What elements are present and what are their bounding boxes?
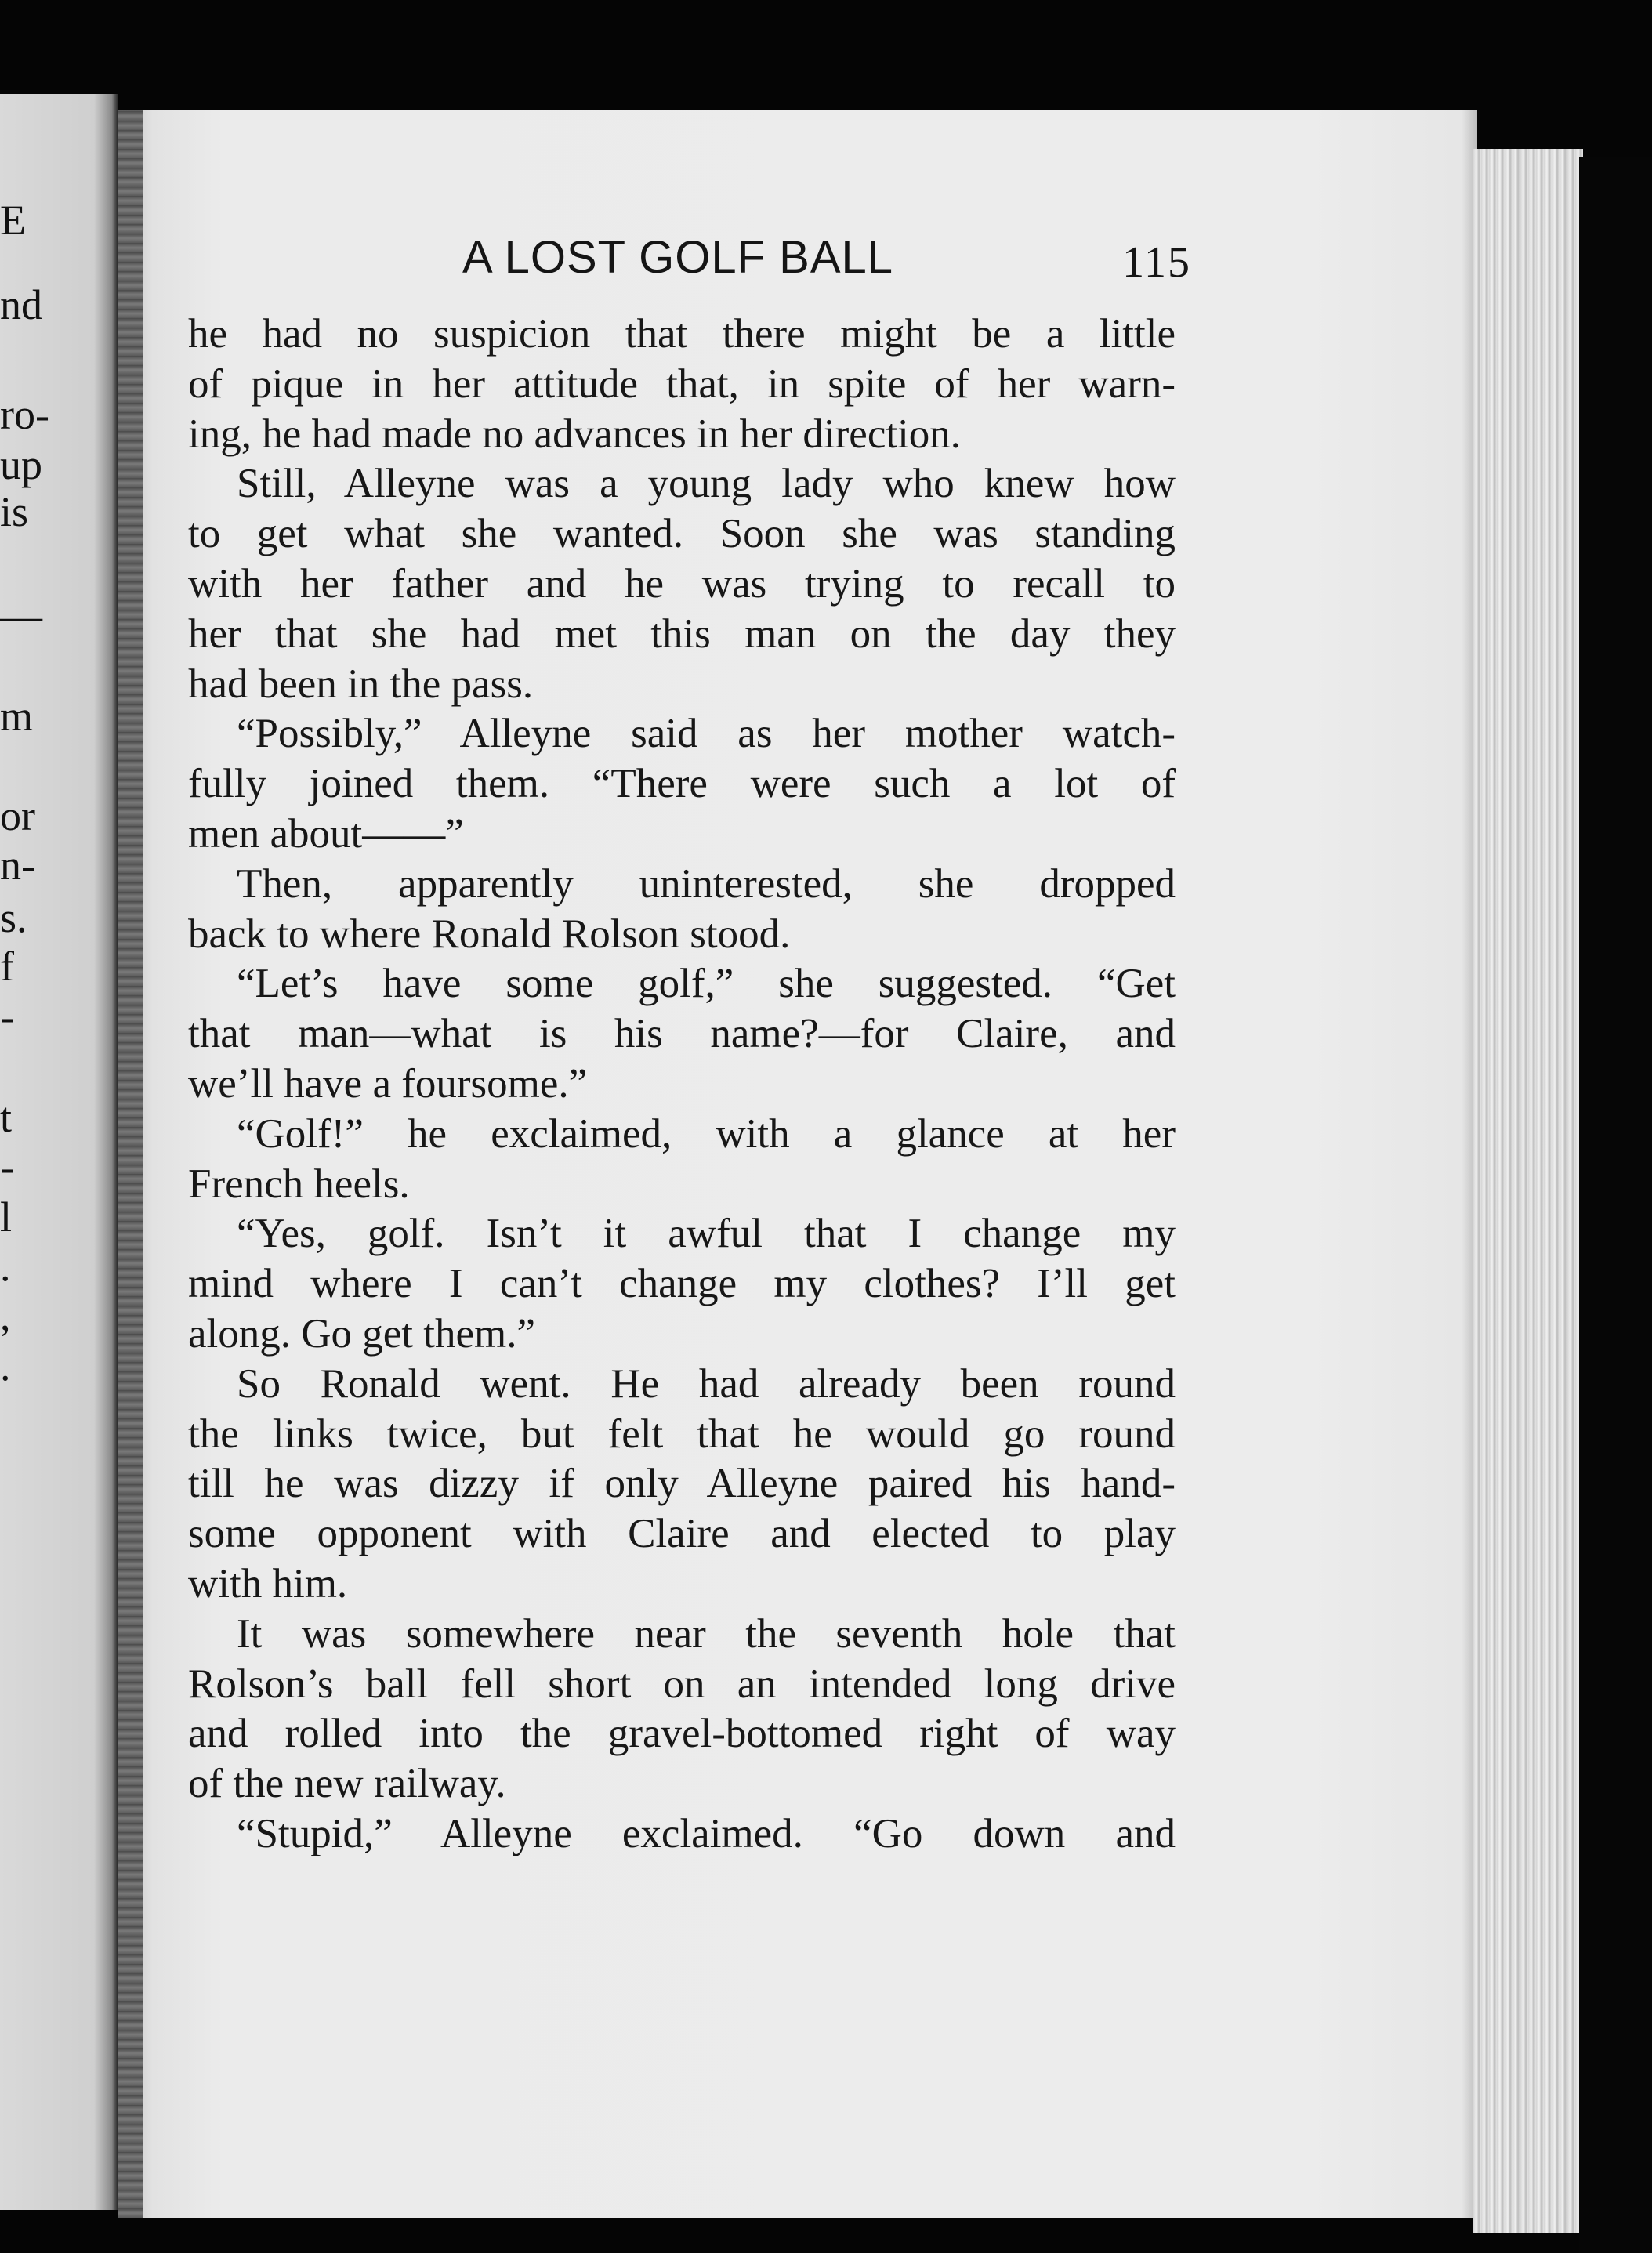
text-line: we’ll have a foursome.” [188, 1060, 588, 1107]
text-line: the links twice, but felt that he would go round [188, 1411, 1176, 1457]
text-line: with him. [188, 1560, 348, 1606]
left-fragment: — [0, 592, 42, 639]
text-line: mind where I can’t change my clothes? I’ll get [188, 1261, 1176, 1307]
text-line: “Let’s have some golf,” she suggested. “Get [237, 961, 1176, 1007]
text-line: Then, apparently uninterested, she dropped [237, 860, 1176, 907]
text-line: and rolled into the gravel-bottomed right of way [188, 1711, 1176, 1757]
left-fragment: l [0, 1194, 13, 1241]
scan-border [1579, 157, 1652, 2253]
left-fragment: f [0, 943, 14, 990]
left-fragment: up [0, 441, 42, 488]
text-line: “Golf!” he exclaimed, with a glance at her [237, 1110, 1176, 1157]
text-line: It was somewhere near the seventh hole that [237, 1610, 1176, 1657]
text-line: fully joined them. “There were such a lot of [188, 761, 1176, 807]
text-line: Rolson’s ball fell short on an intended long drive [188, 1661, 1176, 1707]
left-fragment: is [0, 488, 29, 535]
text-line: till he was dizzy if only Alleyne paired his hand- [188, 1461, 1176, 1507]
left-fragment: s. [0, 894, 27, 941]
left-fragment: E [0, 197, 26, 244]
left-fragment: t [0, 1094, 13, 1141]
left-fragment: n- [0, 842, 35, 889]
left-fragment: - [0, 1143, 14, 1190]
left-fragment: . [0, 1342, 11, 1389]
page-gutter [118, 110, 143, 2218]
text-line: “Stupid,” Alleyne exclaimed. “Go down and [237, 1810, 1176, 1856]
text-line: of pique in her attitude that, in spite of her warn- [188, 360, 1176, 407]
text-line: some opponent with Claire and elected to play [188, 1511, 1176, 1557]
left-fragment: , [0, 1292, 11, 1339]
text-line: French heels. [188, 1161, 410, 1207]
text-line: along. Go get them.” [188, 1310, 536, 1357]
text-line: Still, Alleyne was a young lady who knew how [237, 461, 1176, 507]
text-line: men about——” [188, 810, 464, 857]
text-line: ing, he had made no advances in her direction. [188, 411, 962, 457]
page-number: 115 [1122, 238, 1191, 287]
running-head: A LOST GOLF BALL [462, 232, 894, 283]
left-fragment: or [0, 792, 35, 839]
left-fragment: . [0, 1243, 11, 1290]
text-line: back to where Ronald Rolson stood. [188, 911, 791, 957]
page-fore-edge [1473, 149, 1583, 2233]
text-line: to get what she wanted. Soon she was standing [188, 511, 1176, 557]
text-line: So Ronald went. He had already been round [237, 1360, 1176, 1407]
body-text [188, 310, 1176, 1860]
left-fragment: ro- [0, 391, 49, 438]
text-line: had been in the pass. [188, 661, 534, 707]
text-line: with her father and he was trying to recall to [188, 560, 1176, 607]
text-line: he had no suspicion that there might be a little [188, 311, 1176, 357]
page-header [462, 231, 1191, 294]
text-line: “Possibly,” Alleyne said as her mother watch- [237, 711, 1176, 757]
left-fragment: m [0, 693, 34, 740]
text-line: “Yes, golf. Isn’t it awful that I change my [237, 1211, 1176, 1257]
text-line: that man—what is his name?—for Claire, and [188, 1011, 1176, 1057]
text-line: her that she had met this man on the day they [188, 610, 1176, 657]
left-fragment: nd [0, 281, 42, 328]
text-line: of the new railway. [188, 1761, 506, 1807]
left-fragment: - [0, 993, 14, 1040]
